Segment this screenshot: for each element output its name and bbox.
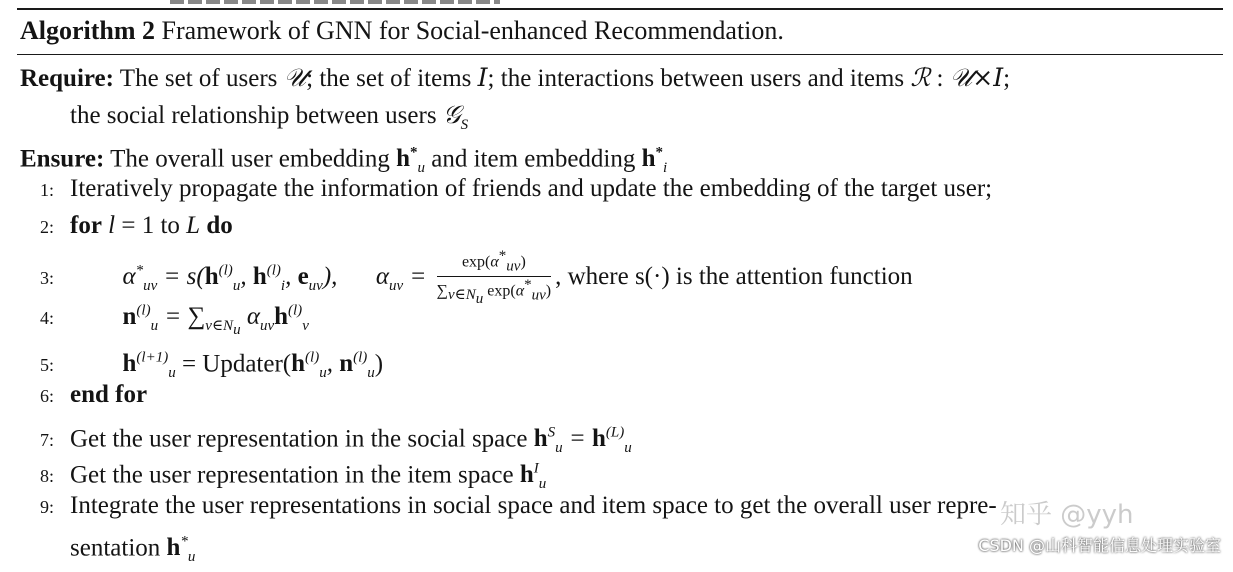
step-text-2: sentation xyxy=(70,534,161,562)
step-5: 5: $h^{(l+1)}_u$ = $Updater(h^{(l)}_u$, $n^{(l)}_u$) xyxy=(40,350,384,382)
algorithm-label: Algorithm 2 xyxy=(20,16,156,45)
for-keyword: for xyxy=(70,212,102,239)
step-number: 2: xyxy=(40,217,55,237)
softmax-fraction: $\frac{\exp(\alpha^*_{uv})}{\sum_{v\in N_u} \exp(\alpha^*_{uv})}$ xyxy=(436,248,552,308)
step-1 xyxy=(40,174,992,205)
csdn-watermark: CSDN @山科智能信息处理实验室 xyxy=(978,536,1221,555)
top-rule xyxy=(17,8,1223,10)
top-text-fragment xyxy=(170,0,500,4)
step-number: 9: xyxy=(40,497,55,517)
step-9 xyxy=(40,491,997,522)
step-text: , where s(·) is the attention function xyxy=(555,262,913,290)
require-text-6: the social relationship between users xyxy=(70,102,437,129)
title-rule xyxy=(17,54,1223,55)
require-line-1 xyxy=(20,63,1010,94)
step-number: 3: xyxy=(40,267,55,288)
zhihu-watermark: 知乎 @yyh xyxy=(1000,500,1134,530)
step-2: 2: for l = 1 to L do xyxy=(40,211,233,242)
end-for-keyword: end for xyxy=(70,381,148,408)
require-text-2: ; the set of items xyxy=(306,65,472,92)
step-9-continued xyxy=(70,527,195,572)
social-space-math: $h^S_u = h^{(L)}_u$ xyxy=(533,425,632,457)
attention-weight-math: $\alpha_{uv}$ = xyxy=(375,262,427,294)
user-item-product: 𝒰×𝐼 xyxy=(949,63,1004,92)
social-graph-sub: S xyxy=(460,117,469,133)
step-text: Integrate the user representations in social space and item space to get the overall user repre- xyxy=(70,492,997,519)
require-text-3: ; the interactions between users and items xyxy=(487,65,905,92)
aggregation-math: $n^{(l)}_u = \sum_{v\in N_u}$ $\alpha_{uv}h^{(l)}_v$ xyxy=(122,303,309,339)
require-line-2 xyxy=(70,100,468,140)
user-embedding-math: $h^*_u$ xyxy=(396,145,426,177)
attention-score-math: $\alpha^*_{uv} = s(h^{(l)}_u$, $h^{(l)}_i$, $e_{uv}$), xyxy=(122,262,338,294)
item-embedding-math: $h^*_i$ xyxy=(641,145,668,177)
algorithm-name: Framework of GNN for Social-enhanced Recommendation. xyxy=(161,16,784,45)
step-text: Get the user representation in the item space xyxy=(70,461,514,489)
do-keyword: do xyxy=(206,212,233,239)
interactions-symbol: ℛ xyxy=(910,63,931,92)
require-text-1: The set of users xyxy=(119,65,278,92)
step-number: 1: xyxy=(40,180,55,200)
social-graph-symbol: 𝒢 xyxy=(442,100,461,129)
overall-user-math: $h^*_u$ xyxy=(166,534,196,566)
step-number: 6: xyxy=(40,386,55,406)
step-6 xyxy=(40,380,147,411)
ensure-text-1: The overall user embedding xyxy=(110,145,390,173)
users-symbol: 𝒰 xyxy=(283,63,307,92)
algorithm-title xyxy=(20,16,784,46)
loop-range: l xyxy=(108,212,116,239)
ensure-text-2: and item embedding xyxy=(431,145,636,173)
items-symbol: 𝐼 xyxy=(477,63,488,92)
step-text: Get the user representation in the social space xyxy=(70,425,528,453)
require-semicolon: ; xyxy=(1003,65,1011,92)
step-text: Iteratively propagate the information of friends and update the embedding of the target user; xyxy=(70,175,993,202)
step-number: 4: xyxy=(40,308,55,329)
require-label: Require: xyxy=(20,65,114,92)
step-text: = Updater( xyxy=(181,350,292,378)
step-number: 7: xyxy=(40,430,55,451)
require-colon: : xyxy=(936,65,944,92)
item-space-math: $h^I_u$ xyxy=(519,461,547,493)
step-number: 8: xyxy=(40,466,55,487)
update-math: $h^{(l+1)}_u$ xyxy=(122,350,176,382)
step-number: 5: xyxy=(40,355,55,376)
ensure-label: Ensure: xyxy=(20,145,105,173)
step-4 xyxy=(40,296,309,345)
